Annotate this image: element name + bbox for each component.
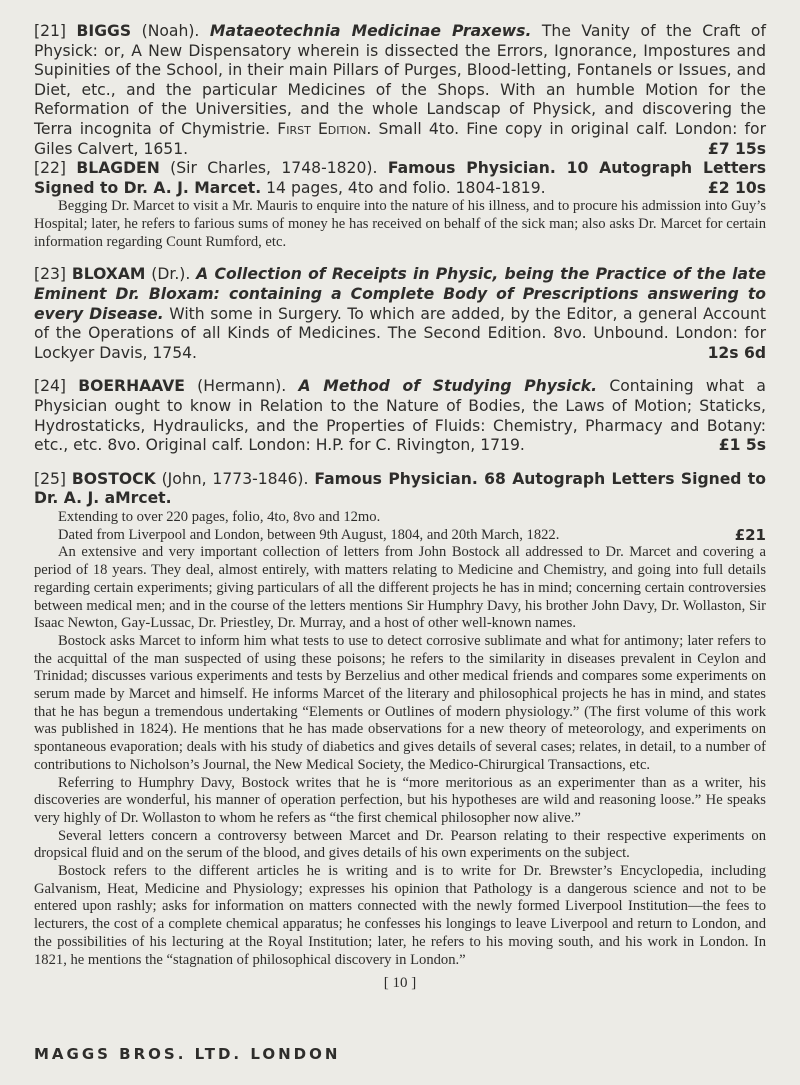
entry-title: A Method of Studying Physick.	[298, 377, 598, 396]
entry-price: 12s 6d	[707, 343, 766, 362]
entry-edition: First Edition.	[277, 119, 372, 138]
entry-author-detail: (Noah).	[141, 22, 200, 40]
entry-description: 14 pages, 4to and folio. 1804-1819.	[266, 178, 546, 197]
entry-title: Famous Physician. 10 Autograph Letters Signed to Dr. A. J. Marcet.	[34, 159, 766, 197]
entry-paragraph: Referring to Humphry Davy, Bostock writes that he is “more meritorious as an experimenter than as a writer, his discoveries are wonderful, his manner of operation perfection, but his hypotheses are wild and reasoning loose.” He speaks very highly of Dr. Wollaston to whom he refers as “the first chemical philosopher now alive.”	[34, 774, 766, 826]
catalogue-entry-21	[34, 22, 766, 159]
entry-number: [23]	[34, 265, 67, 284]
entry-author: BLOXAM	[71, 265, 146, 284]
entry-author: BLAGDEN	[76, 159, 160, 178]
catalogue-entry-23	[34, 265, 766, 363]
entry-author: BOSTOCK	[71, 469, 156, 488]
entry-extent: Extending to over 220 pages, folio, 4to, 8vo and 12mo.	[58, 508, 381, 525]
entry-paragraph: Several letters concern a controversy between Marcet and Dr. Pearson relating to their respective experiments on dropsical fluid and on the serum of the blood, and gives details of his own experiments on the subject.	[34, 827, 766, 862]
entry-heading	[34, 159, 766, 198]
entry-price: £1 5s	[718, 436, 766, 455]
entry-description: With some in Surgery. To which are added, by the Editor, a general Account of the Operations of all Kinds of Medicines. The Second Edition. 8vo. Unbound. London: for Lockyer Davis, 1754.	[34, 304, 766, 362]
entry-title: Famous Physician. 68 Autograph Letters Signed to Dr. A. J. aMrcet.	[34, 469, 766, 508]
entry-author-detail: (Hermann).	[197, 377, 287, 396]
entry-description-2: Small 4to. Fine copy in original calf. London: for Giles Calvert, 1651.	[34, 119, 766, 158]
entry-price: £2 10s	[707, 178, 766, 197]
entry-dated	[34, 527, 766, 545]
catalogue-entry-24	[34, 377, 766, 455]
entry-author: BOERHAAVE	[78, 377, 185, 396]
entry-heading	[34, 265, 766, 363]
publisher-footer: MAGGS BROS. LTD. LONDON	[34, 1045, 341, 1063]
entry-number: [25]	[34, 469, 67, 488]
entry-heading	[34, 22, 766, 159]
entry-title: Mataeotechnia Medicinae Praxews.	[209, 22, 532, 40]
entry-heading	[34, 377, 766, 455]
entry-number: [24]	[34, 377, 67, 396]
page-number: [ 10 ]	[383, 975, 417, 992]
entry-paragraph: Bostock refers to the different articles he is writing and is to write for Dr. Brewster’s Encyclopedia, including Galvanism, Heat, Medicine and Physiology; expresses his opinion that Pathology is a dangerous science and not to be entered upon rashly; asks for information on matters connected with the newly formed Liverpool Institution—the fees to lecturers, the cost of a complete chemical apparatus; he confesses his longings to leave Liverpool and return to London, and the possibilities of his lecturing at the Royal Institution; later, he refers to his moving south, and his work in London. In 1821, he mentions the “stagnation of philosophical discovery in London.”	[34, 863, 766, 968]
entry-dated-text: Dated from Liverpool and London, between 9th August, 1804, and 20th March, 1822.	[58, 526, 560, 543]
entry-paragraph: Bostock asks Marcet to inform him what tests to use to detect corrosive sublimate and what for antimony; later refers to the acquittal of the man suspected of using these poisons; he refers to the similarity in diseases prevalent in Ceylon and Trinidad; discusses various experiments and tests by Berzelius and other medical friends and compares some experiments on serum made by Marcet and himself. He informs Marcet of the literary and philosophical projects he has in mind, and states that he has begun a tremendous undertaking “Elements or Outlines of modern physiology.” (The first volume of this work was published in 1824). He mentions that he has made observations for a new theory of meteorology, and experiments on spontaneous evaporation; deals with his study of diabetics and gives details of several cases; relates, in detail, to a number of contributions to Nicholson’s Journal, the New Medical Society, the Medico-Chirurgical Transactions, etc.	[34, 632, 766, 773]
entry-author-detail: (Sir Charles, 1748-1820).	[170, 159, 378, 178]
entry-body: Begging Dr. Marcet to visit a Mr. Mauris to enquire into the nature of his illness, and to procure his admission into Guy’s Hospital; later, he refers to farious sums of money he has received on behalf of the sick man; also asks Dr. Marcet for certain information regarding Count Rumford, etc.	[34, 198, 766, 250]
entry-price: £7 15s	[707, 139, 766, 158]
entry-heading	[34, 470, 766, 509]
entry-author-detail: (Dr.).	[151, 265, 191, 284]
entry-number: [22]	[34, 159, 67, 178]
catalogue-entry-22	[34, 159, 766, 251]
entry-title: A Collection of Receipts in Physic, being the Practice of the late Eminent Dr. Bloxam: containing a Complete Body of Prescriptions answering to every Disease.	[34, 265, 766, 323]
entry-author: BIGGS	[76, 22, 132, 40]
entry-price: £21	[734, 525, 766, 544]
entry-number: [21]	[34, 22, 67, 40]
catalogue-entry-25	[34, 470, 766, 969]
entry-description: The Vanity of the Craft of Physick: or, A New Dispensatory wherein is dissected the Errors, Ignorance, Impostures and Supinities of the School, in their main Pillars of Purges, Blood-letting, Fontanels or Issues, and Diet, etc., and the particular Medicines of the Shops. With an humble Motion for the Reformation of the Universities, and the whole Landscap of Physick, and discovering the Terra incognita of Chymistrie.	[34, 22, 766, 138]
entry-description: Containing what a Physician ought to know in Relation to the Nature of Bodies, the Laws of Motion; Staticks, Hydrostaticks, Hydraulicks, and the Properties of Fluids: Chemistry, Pharmacy and Botany: etc., etc. 8vo. Original calf. London: H.P. for C. Rivington, 1719.	[34, 377, 766, 455]
entry-paragraph: An extensive and very important collection of letters from John Bostock all addressed to Dr. Marcet and covering a period of 18 years. They deal, almost entirely, with matters relating to Medicine and Chemistry, and going into full details regarding certain experiments; giving particulars of all the different projects he has in mind; concerning certain controversies between medical men; and in the course of the letters mentions Sir Humphry Davy, his brother John Davy, Dr. Wollaston, Sir Isaac Newton, Gay-Lussac, Dr. Priestley, Dr. Murray, and a host of other well-known names.	[34, 544, 766, 632]
entry-author-detail: (John, 1773-1846).	[161, 469, 309, 488]
